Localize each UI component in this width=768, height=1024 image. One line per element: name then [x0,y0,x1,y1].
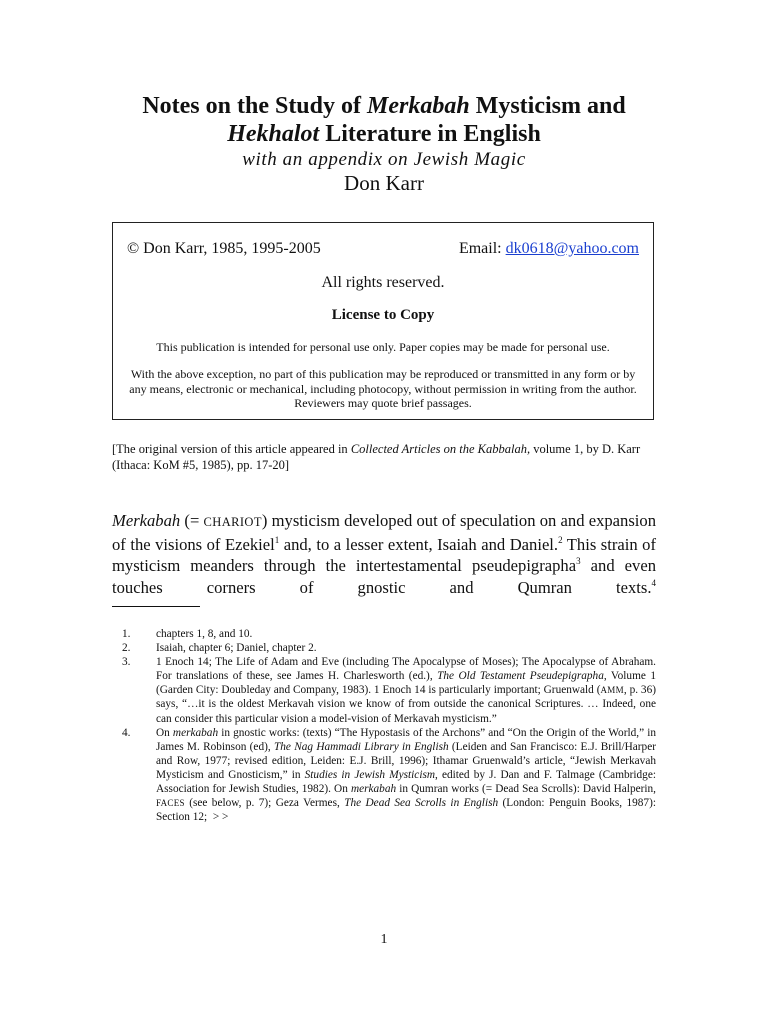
copyright-box [112,222,654,420]
term-merkabah: merkabah [350,783,397,796]
footnote-text: , p. 36) says, “…it is the oldest Merkavah vision we know of from outside the canonical Scriptures. … Indeed, one can consider this particular vision a model-vision of Merkavah mysticism.” [156,684,656,725]
body-text: (= [180,511,204,530]
author-name: Don Karr [344,171,424,195]
continued-marker: > > [212,811,229,824]
abbreviation: FACES [156,798,185,809]
book-title: Studies in Jewish Mysticism [304,768,436,781]
title-text: Mysticism and [469,93,626,119]
term-chariot: CHARIOT [203,515,262,529]
footnote-text: On [156,726,173,739]
footnote-text: chapters 1, 8, and 10. [156,628,253,640]
footnote-text: Isaiah, chapter 6; Daniel, chapter 2. [156,642,317,655]
footnote-text: , edited by J. Dan and F. Talmage (Cambridge: Association for Jewish Studies, 1982). On [156,768,656,796]
footnote-ref-1[interactable]: 1 [274,534,280,545]
footnote-number: 2. [122,642,131,655]
footnote-1 [122,627,656,641]
footnote-ref-3[interactable]: 3 [576,556,581,566]
footnote-text: in gnostic works: (texts) “The Hypostasis of the Archons” and “On the Origin of the World,” in James M. Robinson (ed), [156,726,656,753]
title-text: Literature in English [319,121,541,147]
footnote-text: , Volume 1 (Garden City: Doubleday and Company, 1983). 1 Enoch 14 is particularly important; Gruenwald ( [156,670,656,697]
footnote-text: (see below, p. 7); Geza Vermes, [184,797,345,810]
footnote-text: (Leiden and San Francisco: E.J. Brill/Harper and Row, 1977; revised edition, Leiden: E.J. Brill, 1996); Ithamar Gruenwald’s article, “Jewish Merkavah Mysticism and Gnosticism,” in [156,740,656,781]
personal-use-text: This publication is intended for personal use only. Paper copies may be made for personal use. [156,340,610,354]
body-text: This strain of mysticism meanders through the intertestamental pseudepigrapha [112,534,656,575]
original-version-note [112,441,656,473]
footnote-ref-2[interactable]: 2 [558,534,563,545]
note-text: volume 1, by D. Karr (Ithaca: KoM #5, 1985), pp. 17-20] [112,442,641,472]
collection-title: Collected Articles on the Kabbalah, [350,442,531,456]
footnote-2 [122,641,656,655]
page-number: 1 [380,932,388,947]
note-text: [The original version of this article appeared in [112,442,351,456]
footnotes [122,627,656,824]
email-link[interactable]: dk0618@yahoo.com [505,240,639,257]
book-title: The Dead Sea Scrolls in English [344,797,499,810]
intro-paragraph [112,510,656,598]
title-hekhalot: Hekhalot [227,121,320,147]
body-text: ) mysticism developed out of speculation on and expansion of the visions of Ezekiel [112,511,656,554]
document-subtitle: with an appendix on Jewish Magic [242,149,526,170]
title-merkabah: Merkabah [367,93,470,119]
exception-text: With the above exception, no part of this publication may be reproduced or transmitted in any form or by any means, electronic or mechanical, including photocopy, without permission in writing from the author. Reviewers may quote brief passages. [129,367,637,410]
body-text: and even touches corners of gnostic and Qumran texts. [112,556,656,597]
rights-reserved: All rights reserved. [321,274,445,291]
footnote-text: in Qumran works (= Dead Sea Scrolls): David Halperin, [396,783,656,796]
book-title: The Nag Hammadi Library in English [273,740,449,753]
copyright-notice: © Don Karr, 1985, 1995-2005 [127,240,321,257]
term-merkabah: merkabah [172,726,219,739]
document-title [60,92,708,148]
footnote-3 [122,655,656,725]
footnote-number: 3. [122,656,131,669]
footnote-text: (London: Penguin Books, 1987): Section 12; [156,797,656,824]
term-merkabah: Merkabah [112,511,181,530]
body-text: and, to a lesser extent, Isaiah and Daniel. [279,534,559,554]
title-text: Notes on the Study of [142,93,367,119]
abbreviation: AMM [600,685,624,696]
footnote-4 [122,726,656,825]
license-heading: License to Copy [331,307,435,323]
footnote-text: 1 Enoch 14; The Life of Adam and Eve (including The Apocalypse of Moses); The Apocalypse of Abraham. For translations of these, see James H. Charlesworth (ed.), [156,656,656,683]
footnote-ref-4[interactable]: 4 [651,577,656,588]
email-line [459,240,639,258]
email-label: Email: [458,240,506,257]
footnote-separator [112,606,200,607]
footnote-number: 1. [122,628,131,640]
book-title: The Old Testament Pseudepigrapha [437,670,604,683]
footnote-number: 4. [122,726,131,739]
